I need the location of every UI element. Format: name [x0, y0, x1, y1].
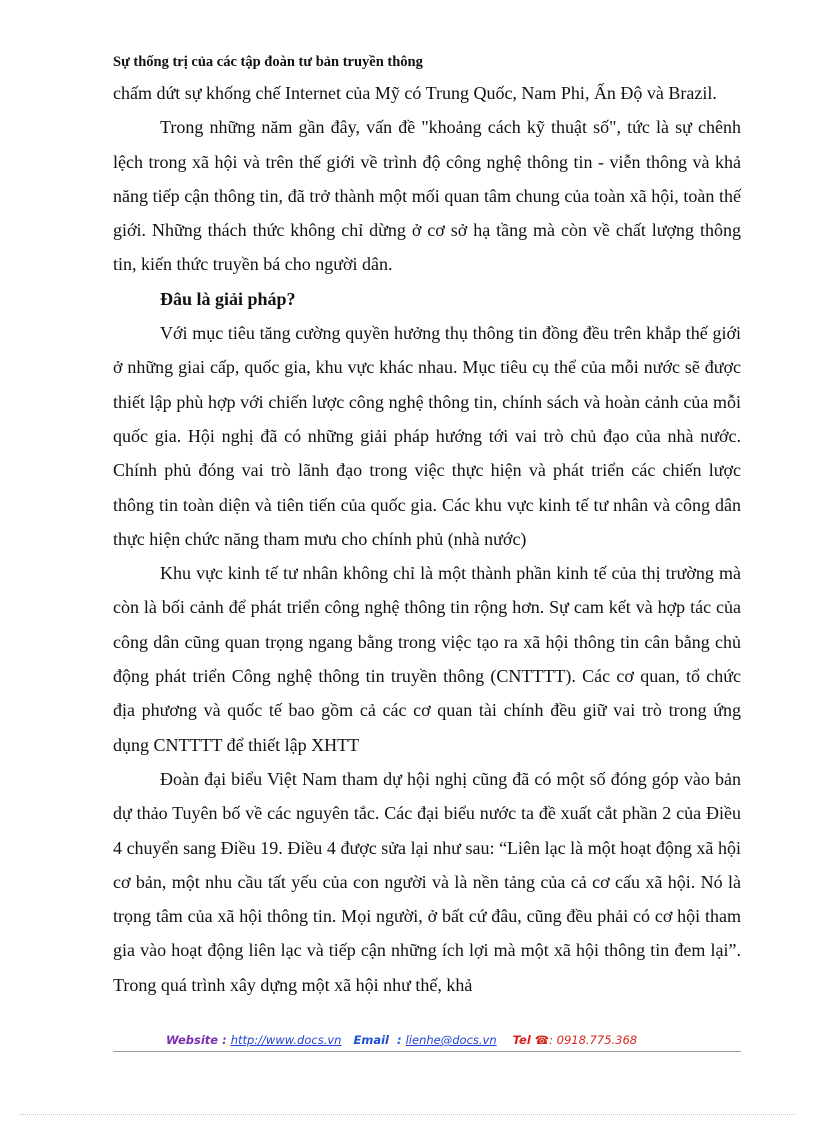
- paragraph-private-sector: Khu vực kinh tế tư nhân không chỉ là một thành phần kinh tế của thị trường mà còn là bối cảnh để phát triển công nghệ thông tin rộng hơn. Sự cam kết và hợp tác của công dân cũng quan trọng ngang bằng trong việc tạo ra xã hội thông tin cân bằng chủ động phát triển Công nghệ thông tin truyền thông (CNTTTT). Các cơ quan, tổ chức địa phương và quốc tế bao gồm cả các cơ quan tài chính đều giữ vai trò trong ứng dụng CNTTTT để thiết lập XHTT: [113, 563, 741, 755]
- page-header-title: Sự thống trị của các tập đoàn tư bản truyền thông: [113, 54, 423, 70]
- footer-phone-number: : 0918.775.368: [549, 1033, 638, 1047]
- section-heading: Đâu là giải pháp?: [160, 288, 296, 309]
- footer-website-label: Website :: [166, 1033, 227, 1047]
- footer-email-label: Email: [353, 1033, 389, 1047]
- paragraph-vietnam-delegation: Đoàn đại biểu Việt Nam tham dự hội nghị cũng đã có một số đóng góp vào bản dự thảo Tuyên bố về các nguyên tắc. Các đại biểu nước ta đề xuất cắt phần 2 của Điều 4 chuyển sang Điều 19. Điều 4 được sửa lại như sau: “Liên lạc là một hoạt động xã hội cơ bản, một nhu cầu tất yếu của con người và là nền tảng của cả cơ cấu xã hội. Nó là trọng tâm của xã hội thông tin. Mọi người, ở bất cứ đâu, cũng đều phải có cơ hội tham gia vào hoạt động liên lạc và tiếp cận những ích lợi mà một xã hội thông tin đem lại”. Trong quá trình xây dựng một xã hội như thế, khả: [113, 768, 741, 995]
- footer-email-separator: :: [396, 1033, 402, 1047]
- footer-website-link[interactable]: http://www.docs.vn: [230, 1033, 342, 1047]
- footer-tel-label: Tel: [512, 1033, 531, 1047]
- paragraph-objectives: Với mục tiêu tăng cường quyền hưởng thụ thông tin đồng đều trên khắp thế giới ở những giai cấp, quốc gia, khu vực khác nhau. Mục tiêu cụ thể của mỗi nước sẽ được thiết lập phù hợp với chiến lược công nghệ thông tin, chính sách và hoàn cảnh của mỗi quốc gia. Hội nghị đã có những giải pháp hướng tới vai trò chủ đạo của nhà nước. Chính phủ đóng vai trò lãnh đạo trong việc thực hiện và phát triển các chiến lược thông tin toàn diện và tiên tiến của quốc gia. Các khu vực kinh tế tư nhân và công dân thực hiện chức năng tham mưu cho chính phủ (nhà nước): [113, 323, 741, 549]
- page-bottom-edge: [20, 1114, 796, 1115]
- page-footer: [166, 1031, 637, 1049]
- paragraph-continuation: chấm dứt sự khống chế Internet của Mỹ có Trung Quốc, Nam Phi, Ấn Độ và Brazil.: [113, 83, 717, 103]
- paragraph-digital-divide: Trong những năm gần đây, vấn đề "khoảng cách kỹ thuật số", tức là sự chênh lệch trong xã hội và trên thế giới về trình độ công nghệ thông tin - viễn thông và khả năng tiếp cận thông tin, đã trở thành một mối quan tâm chung của toàn xã hội, toàn thế giới. Những thách thức không chỉ dừng ở cơ sở hạ tầng mà còn về chất lượng thông tin, kiến thức truyền bá cho người dân.: [113, 117, 741, 275]
- document-body: [113, 76, 741, 1002]
- footer-email-link[interactable]: lienhe@docs.vn: [405, 1033, 497, 1047]
- phone-icon: ☎: [534, 1033, 550, 1047]
- footer-divider: [113, 1051, 741, 1052]
